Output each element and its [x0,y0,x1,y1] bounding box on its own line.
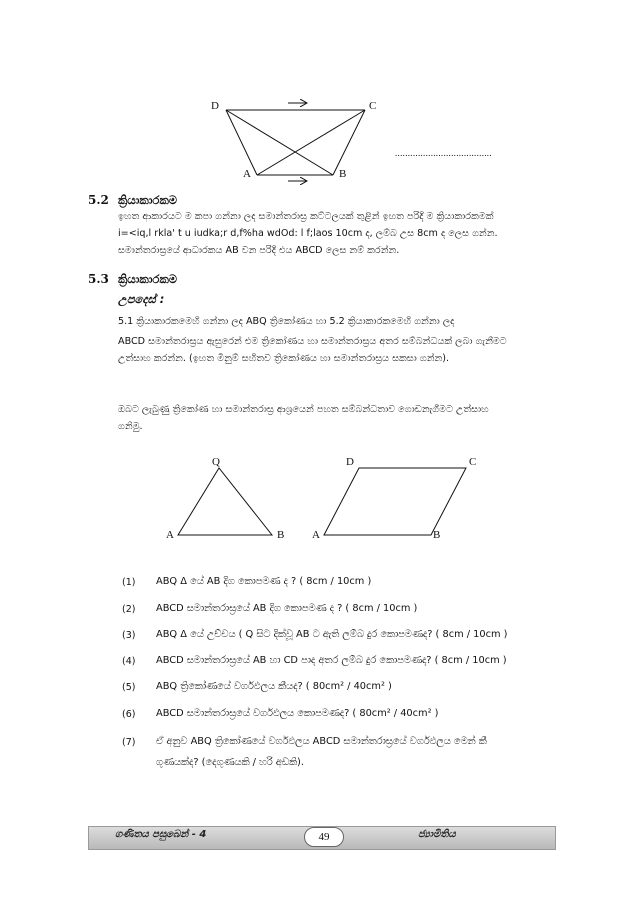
section-5-3-line-3: උත්සාහ කරන්න. (ඉහත මිනුම් සහිතව ත්‍රිකෝණය හා සමාන්තරාස්‍රය සකසා ගන්න). [118,353,450,364]
figure1-label-a: A [243,168,251,180]
section-5-2-line-3: සමාන්තරාස්‍රයේ ආධාරකය AB වන පරිදි එය ABCD ලෙස නම් කරන්න. [118,245,400,256]
question-1-number: (1) [122,577,136,588]
triangle-label-q: Q [212,456,220,468]
question-7-text: ඒ අනුව ABQ ත්‍රිකෝණයේ වර්ගඵලය ABCD සමාන්තරාස්‍රයේ වර්ගඵලය මෙන් කී [156,736,487,747]
section-5-3-para2-line-1: ඔබට ලැබුණු ත්‍රිකෝණ හා සමාන්තරාස්‍ර ආශ්‍රයෙන් පහත සම්බන්ධතාව ගොඩනැගීමට උත්සාහ [118,404,489,415]
question-3-number: (3) [122,630,136,641]
figure1-label-d: D [211,100,219,112]
question-4-number: (4) [122,656,136,667]
footer-book-title: ගණිතය පසුබෙන් - 4 [115,829,207,840]
section-5-3-line-2: ABCD සමාන්තරාස්‍රය ඇසුරෙන් එම ත්‍රිකෝණය හා සමාන්තරාස්‍රය අතර සම්බන්ධයක් ලබා ගැනීමට [118,336,507,347]
section-5-3-number: 5.3 [88,272,109,286]
section-5-3-subtitle: උපදෙස් : [118,292,165,306]
answer-blank: ...................................... [395,148,492,158]
question-5-number: (5) [122,682,136,693]
parallelogram-label-a: A [312,529,320,541]
section-5-2-number: 5.2 [88,193,109,207]
question-7-text-line-2: ගුණයක්ද? (දෙගුණයකි / හරි අඩකි). [156,757,304,768]
figure-parallelogram-diagonals [0,0,638,200]
footer-chapter-title: ජ්‍යාමිතිය [418,829,456,840]
parallelogram-label-d: D [346,456,354,468]
question-4-text: ABCD සමාන්තරාස්‍රයේ AB හා CD පාද අතර ලම්බ දුර කොපමණද? ( 8cm / 10cm ) [156,655,507,666]
question-1-text: ABQ Δ යේ AB දිග කොපමණ ද ? ( 8cm / 10cm ) [156,576,372,587]
section-5-3-para2-line-2: ගනිමු. [118,421,143,432]
section-5-2-line-1: ඉහත ආකාරයට ම කපා ගන්නා ලද සමාන්තරාස්‍ර කට්ටලයක් තුළින් ඉහත පරිදි ම ක්‍රියාකාරකමක් [118,211,494,222]
parallelogram-label-c: C [469,456,477,468]
figure1-label-c: C [369,100,377,112]
question-2-text: ABCD සමාන්තරාස්‍රයේ AB දිග කොපමණ ද ? ( 8cm / 10cm ) [156,603,418,614]
parallelogram-abcd [324,468,466,535]
question-6-number: (6) [122,709,136,720]
parallelogram-label-b: B [433,529,441,541]
question-6-text: ABCD සමාන්තරාස්‍රයේ වර්ගඵලය කොපමණද? ( 80cm² / 40cm² ) [156,708,439,719]
section-5-2-line-2: i=<iq,l rkla' t u iudka;r d,f%ha wdOd: l f;laos 10cm ද, ලම්බ උස 8cm ද ලෙස ගන්න. [118,228,498,239]
triangle-abq [178,468,272,535]
question-2-number: (2) [122,604,136,615]
question-3-text: ABQ Δ යේ උච්චය ( Q සිට දික්වූ AB ට ඇති ලම්බ දුර කොපමණද? ( 8cm / 10cm ) [156,629,508,640]
question-7-number: (7) [122,737,136,748]
triangle-label-a: A [166,529,174,541]
triangle-label-b: B [277,529,285,541]
figure1-label-b: B [339,168,347,180]
section-5-3-line-1: 5.1 ක්‍රියාකාරකමෙහි ගන්නා ලද ABQ ත්‍රිකෝණය හා 5.2 ක්‍රියාකාරකමෙහි ගන්නා ලද [118,316,455,327]
section-5-2-title: ක්‍රියාකාරකම [118,193,178,207]
question-5-text: ABQ ත්‍රිකෝණයේ වර්ගඵලය කීයද? ( 80cm² / 40cm² ) [156,681,392,692]
section-5-3-title: ක්‍රියාකාරකම [118,272,178,286]
page-number: 49 [304,827,344,847]
